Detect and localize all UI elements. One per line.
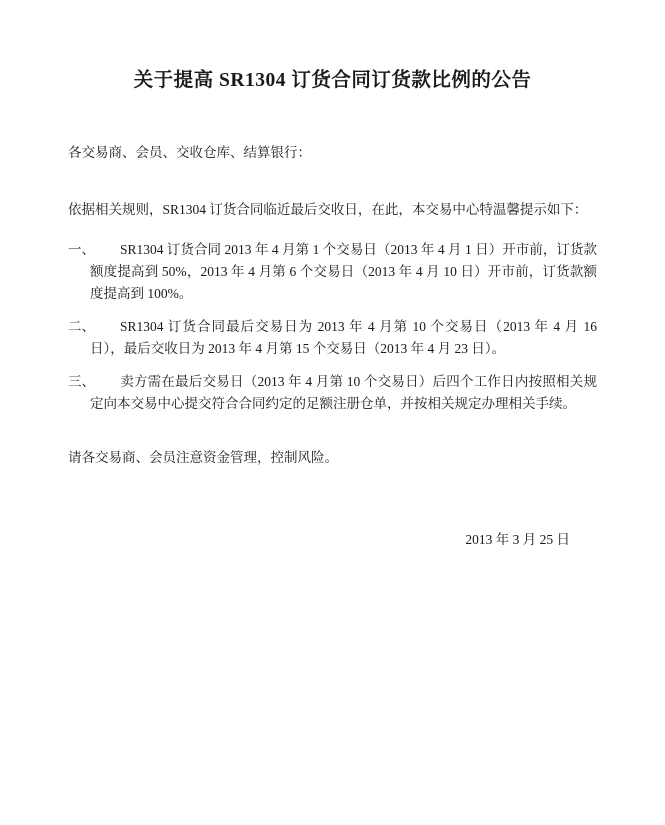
numbered-items: [68, 239, 597, 415]
document-title: 关于提高 SR1304 订货合同订货款比例的公告: [133, 70, 532, 91]
list-item-text: SR1304 订货合同 2013 年 4 月第 1 个交易日（2013 年 4 月 1 日）开市前，订货款额度提高到 50%，2013 年 4 月第 6 个交易日（2013 年 4 月 10 日）开市前，订货款额度提高到 100%。: [90, 242, 597, 301]
list-item: [68, 371, 597, 415]
list-item: [68, 316, 597, 360]
intro-paragraph: 依据相关规则，SR1304 订货合同临近最后交收日，在此，本交易中心特温馨提示如下：: [68, 202, 588, 217]
date-line: 2013 年 3 月 25 日: [465, 532, 570, 547]
list-item-marker: 二、: [68, 319, 95, 334]
list-item: [68, 239, 597, 305]
list-item-text: SR1304 订货合同最后交易日为 2013 年 4 月第 10 个交易日（2013 年 4 月 16 日），最后交收日为 2013 年 4 月第 15 个交易日（2013 年 4 月 23 日）。: [90, 319, 597, 356]
list-item-marker: 一、: [68, 242, 95, 257]
list-item-marker: 三、: [68, 374, 95, 389]
salutation-line: 各交易商、会员、交收仓库、结算银行：: [68, 145, 311, 160]
list-item-text: 卖方需在最后交易日（2013 年 4 月第 10 个交易日）后四个工作日内按照相关规定向本交易中心提交符合合同约定的足额注册仓单，并按相关规定办理相关手续。: [90, 374, 597, 411]
closing-paragraph: 请各交易商、会员注意资金管理，控制风险。: [68, 450, 338, 465]
